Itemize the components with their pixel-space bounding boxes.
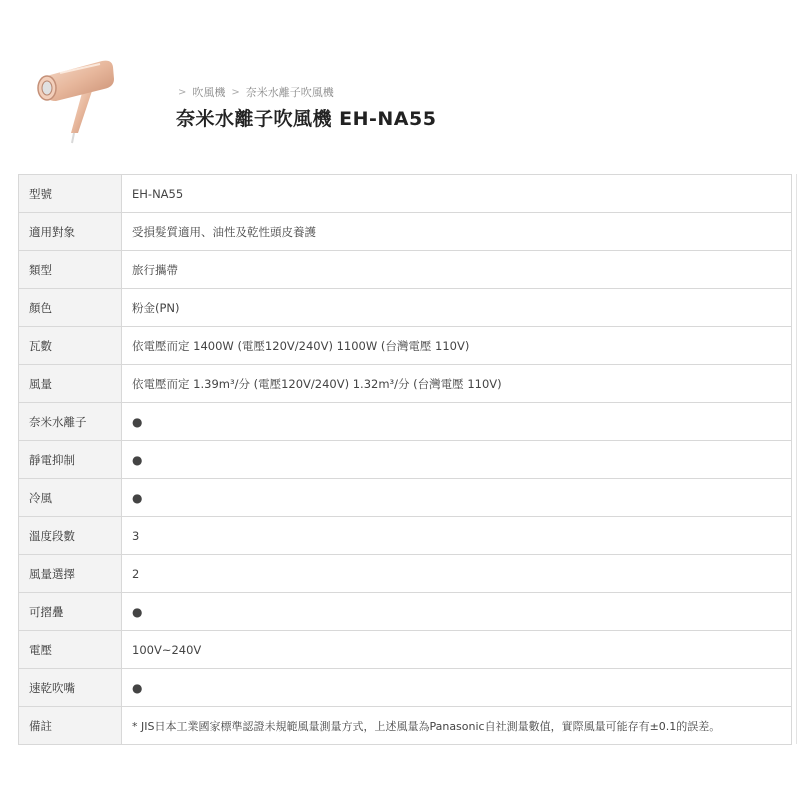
spec-label: 瓦數 (19, 327, 122, 365)
table-row (19, 517, 792, 555)
table-row (19, 479, 792, 517)
spec-label: 備註 (19, 707, 122, 745)
spec-label: 適用對象 (19, 213, 122, 251)
spec-value: 依電壓而定 1.39m³/分 (電壓120V/240V) 1.32m³/分 (台灣電壓 110V) (122, 365, 792, 403)
spec-value: 100V~240V (122, 631, 792, 669)
spec-label: 風量 (19, 365, 122, 403)
breadcrumb-item-hair-dryers[interactable]: 吹風機 (192, 86, 226, 99)
table-row (19, 327, 792, 365)
bullet-icon: ● (122, 403, 792, 441)
table-row (19, 707, 792, 745)
table-row (19, 669, 792, 707)
spec-label: 靜電抑制 (19, 441, 122, 479)
page-title: 奈米水離子吹風機 EH-NA55 (176, 108, 437, 130)
spec-value: 受損髮質適用、油性及乾性頭皮養護 (122, 213, 792, 251)
spec-label: 奈米水離子 (19, 403, 122, 441)
hair-dryer-product-image (30, 55, 125, 145)
table-row (19, 555, 792, 593)
spec-label: 型號 (19, 175, 122, 213)
chevron-right-icon: > (231, 86, 240, 98)
spec-label: 風量選擇 (19, 555, 122, 593)
bullet-icon: ● (122, 479, 792, 517)
spec-value: EH-NA55 (122, 175, 792, 213)
table-row (19, 365, 792, 403)
chevron-right-icon: > (178, 86, 187, 98)
breadcrumb-item-nanoe-dryers[interactable]: 奈米水離子吹風機 (245, 86, 334, 99)
bullet-icon: ● (122, 669, 792, 707)
table-row (19, 175, 792, 213)
breadcrumb (178, 84, 334, 100)
table-row (19, 441, 792, 479)
spec-label: 電壓 (19, 631, 122, 669)
spec-label: 可摺疊 (19, 593, 122, 631)
table-row (19, 213, 792, 251)
spec-label: 冷風 (19, 479, 122, 517)
divider (796, 174, 797, 744)
spec-label: 溫度段數 (19, 517, 122, 555)
spec-note: * JIS日本工業國家標準認證未規範風量測量方式，上述風量為Panasonic自社測量數值，實際風量可能存有±0.1的誤差。 (122, 707, 792, 745)
table-row (19, 593, 792, 631)
spec-value: 2 (122, 555, 792, 593)
bullet-icon: ● (122, 593, 792, 631)
table-row (19, 289, 792, 327)
spec-label: 類型 (19, 251, 122, 289)
table-row (19, 403, 792, 441)
table-row (19, 631, 792, 669)
bullet-icon: ● (122, 441, 792, 479)
spec-value: 粉金(PN) (122, 289, 792, 327)
table-row (19, 251, 792, 289)
spec-value: 3 (122, 517, 792, 555)
spec-value: 旅行攜帶 (122, 251, 792, 289)
spec-label: 速乾吹嘴 (19, 669, 122, 707)
spec-label: 顏色 (19, 289, 122, 327)
spec-table (18, 174, 792, 745)
product-header (0, 0, 800, 175)
spec-value: 依電壓而定 1400W (電壓120V/240V) 1100W (台灣電壓 110V) (122, 327, 792, 365)
